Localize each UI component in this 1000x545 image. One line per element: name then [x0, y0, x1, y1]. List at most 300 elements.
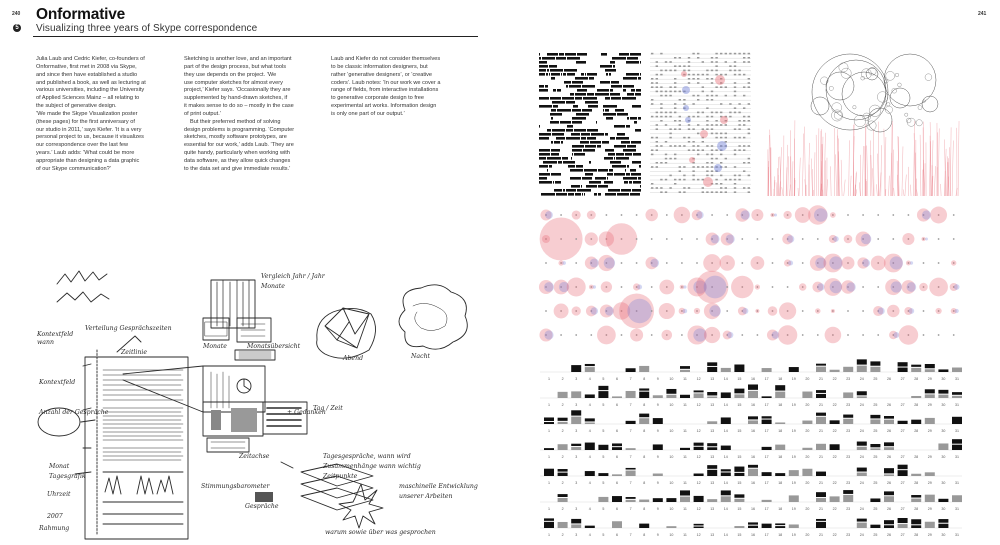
- day-label: 7: [629, 533, 632, 537]
- bubble-red: [768, 306, 778, 316]
- day-label: 15: [737, 377, 742, 381]
- day-bar: [802, 392, 812, 398]
- day-bar: [653, 498, 663, 502]
- barcode-segment: [627, 145, 636, 148]
- grid-tick: [702, 86, 704, 88]
- grid-tick: [665, 70, 667, 72]
- day-label: 9: [656, 429, 659, 433]
- barcode-segment: [589, 161, 591, 164]
- day-label: 31: [955, 507, 959, 511]
- barcode-segment: [539, 137, 549, 140]
- day-bar: [544, 448, 554, 450]
- barcode-segment: [567, 57, 580, 60]
- ring: [922, 96, 938, 112]
- grid-tick: [692, 128, 694, 130]
- barcode-segment: [589, 181, 601, 184]
- barcode-segment: [582, 85, 595, 88]
- spike-line: [905, 175, 906, 196]
- day-bar: [639, 418, 649, 424]
- wave-sketch-2: [57, 292, 109, 302]
- day-bar-stack: [898, 465, 908, 469]
- grid-tick: [748, 103, 750, 105]
- grid-tick: [725, 137, 727, 139]
- grid-tick: [674, 179, 676, 181]
- day-bar: [857, 523, 867, 528]
- grid-tick: [734, 137, 736, 139]
- grid-tick: [725, 133, 727, 135]
- day-label: 9: [656, 403, 659, 407]
- grid-tick: [656, 112, 658, 114]
- sketch-label: Gespräche: [245, 503, 279, 510]
- grid-tick: [743, 116, 745, 118]
- grid-dot: [621, 214, 623, 216]
- box-sketch-3: [235, 350, 275, 360]
- day-label: 14: [723, 403, 728, 407]
- day-bar: [680, 497, 690, 502]
- small-ring: [877, 92, 888, 103]
- bubble-blue: [955, 309, 959, 313]
- day-bar: [911, 420, 921, 424]
- grid-dot: [681, 262, 683, 264]
- day-bar-stack: [598, 386, 608, 390]
- day-bar: [721, 392, 731, 398]
- day-label: 26: [887, 481, 891, 485]
- day-bar: [707, 470, 717, 476]
- day-bar-stack: [938, 390, 948, 394]
- body-line: experimental art works. Information design: [331, 103, 437, 110]
- spike-line: [788, 156, 789, 196]
- barcode-segment: [635, 93, 641, 96]
- day-label: 22: [832, 507, 837, 511]
- day-label: 20: [805, 507, 810, 511]
- day-bar: [721, 446, 731, 450]
- spike-line: [841, 160, 842, 196]
- small-ring: [886, 71, 895, 80]
- day-label: 23: [846, 455, 851, 459]
- grid-tick: [660, 187, 662, 189]
- body-line: various universities, including the University: [36, 87, 145, 94]
- grid-tick: [683, 70, 685, 72]
- grid-tick: [711, 57, 713, 59]
- day-label: 1: [548, 481, 550, 485]
- bubble-blue: [683, 285, 686, 288]
- grid-tick: [665, 91, 667, 93]
- barcode-segment: [623, 177, 637, 180]
- bubble-red: [585, 232, 598, 245]
- day-label: 7: [629, 403, 632, 407]
- barcode-segment: [594, 193, 597, 196]
- day-label: 19: [791, 507, 796, 511]
- day-bar-stack: [585, 364, 595, 366]
- spike-line: [938, 128, 939, 196]
- page-title: Onformative: [36, 6, 126, 23]
- day-bar: [816, 394, 826, 398]
- day-bar-stack: [694, 443, 704, 446]
- day-bar-stack: [748, 522, 758, 524]
- grid-tick: [743, 61, 745, 63]
- day-bar: [884, 496, 894, 502]
- day-bar: [734, 499, 744, 502]
- day-label: 22: [832, 481, 837, 485]
- barcode-segment: [574, 129, 586, 132]
- grid-dot: [953, 334, 955, 336]
- barcode-segment: [564, 69, 577, 72]
- grid-tick: [669, 86, 671, 88]
- grid-tick: [729, 103, 731, 105]
- grid-tick: [711, 61, 713, 63]
- small-ring: [895, 73, 899, 77]
- barcode-segment: [539, 125, 540, 128]
- day-bar-stack: [857, 519, 867, 522]
- grid-tick: [706, 166, 708, 168]
- grid-dot: [741, 334, 743, 336]
- bubble-blue: [890, 256, 903, 269]
- grid-dot: [772, 286, 774, 288]
- bubble-blue: [562, 261, 566, 265]
- day-label: 27: [900, 429, 905, 433]
- day-label: 24: [859, 507, 864, 511]
- barcode-segment: [567, 73, 575, 76]
- barcode-segment: [551, 173, 561, 176]
- bubble-blue: [590, 258, 599, 267]
- bubble-red: [554, 304, 569, 319]
- grid-tick: [665, 154, 667, 156]
- grid-dot: [545, 310, 547, 312]
- grid-dot: [621, 262, 623, 264]
- day-bar: [598, 473, 608, 476]
- day-label: 21: [819, 377, 823, 381]
- day-bar: [816, 417, 826, 424]
- day-bar: [666, 526, 676, 528]
- body-line: to the data set and give immediate results.’: [184, 165, 291, 172]
- barcode-segment: [546, 73, 548, 76]
- day-bar: [694, 526, 704, 528]
- grid-tick: [656, 91, 658, 93]
- day-label: 19: [791, 533, 796, 537]
- barcode-segment: [545, 85, 548, 88]
- spike-line: [881, 145, 882, 196]
- day-label: 18: [778, 429, 783, 433]
- barcode-segment: [588, 105, 598, 108]
- barcode-segment: [640, 73, 641, 76]
- day-label: 19: [791, 455, 796, 459]
- day-label: 21: [819, 429, 823, 433]
- day-bar-stack: [748, 384, 758, 389]
- grid-tick: [711, 175, 713, 177]
- day-bar-stack: [680, 366, 690, 369]
- day-label: 14: [723, 481, 728, 485]
- shaded-box-2: [263, 402, 307, 434]
- day-bar: [612, 496, 622, 502]
- grid-tick: [715, 191, 717, 193]
- day-bar: [558, 473, 568, 476]
- day-bar-stack: [639, 414, 649, 418]
- day-bar: [626, 448, 636, 450]
- grid-tick: [734, 65, 736, 67]
- grid-tick: [743, 74, 745, 76]
- day-label: 31: [955, 481, 959, 485]
- day-bar: [653, 418, 663, 424]
- bubble-red: [887, 305, 900, 318]
- day-label: 22: [832, 377, 837, 381]
- barcode-segment: [601, 53, 607, 56]
- day-bar: [721, 472, 731, 476]
- day-bar: [938, 524, 948, 528]
- day-bar: [653, 395, 663, 398]
- day-bar-stack: [952, 439, 962, 444]
- day-bar-stack: [748, 416, 758, 419]
- barcode-segment: [561, 141, 563, 144]
- sketch-label: Zeitlinie: [121, 349, 148, 356]
- day-bar-stack: [734, 389, 744, 394]
- day-label: 16: [751, 403, 755, 407]
- small-ring: [887, 103, 891, 107]
- bubble-blue: [922, 210, 931, 219]
- grid-tick: [674, 65, 676, 67]
- bubble-red: [645, 209, 657, 221]
- day-bar: [952, 495, 962, 502]
- grid-tick: [665, 158, 667, 160]
- grid-tick: [688, 82, 690, 84]
- day-bar-stack: [898, 518, 908, 523]
- grid-tick: [734, 53, 736, 55]
- grid-tick: [743, 170, 745, 172]
- barcode-segment: [585, 145, 596, 148]
- barcode-segment: [563, 73, 566, 76]
- grid-tick: [651, 187, 653, 189]
- sketch-label: Monate: [203, 343, 227, 350]
- day-label: 24: [859, 455, 864, 459]
- day-label: 22: [832, 455, 837, 459]
- barcode-segment: [556, 57, 566, 60]
- barcode-segment: [605, 69, 616, 72]
- header-rule: [33, 36, 478, 37]
- day-bar-stack: [843, 415, 853, 418]
- barcode-segment: [539, 69, 546, 72]
- barcode-segment: [553, 89, 556, 92]
- day-label: 13: [710, 481, 715, 485]
- left-page-number: 240: [12, 11, 21, 17]
- grid-tick: [688, 57, 690, 59]
- day-bar: [925, 472, 935, 476]
- day-bar: [938, 395, 948, 398]
- grid-dot: [741, 238, 743, 240]
- body-line: rather ‘generative designers’, or ‘creative: [331, 71, 433, 78]
- grid-tick: [702, 141, 704, 143]
- grid-dot: [757, 238, 759, 240]
- day-label: 22: [832, 403, 837, 407]
- day-label: 26: [887, 455, 891, 459]
- day-bar-stack: [816, 519, 826, 521]
- barcode-segment: [539, 149, 550, 152]
- grid-dot: [772, 238, 774, 240]
- day-bar: [558, 498, 568, 502]
- day-bar-stack: [707, 362, 717, 366]
- barcode-segment: [610, 93, 620, 96]
- grid-tick: [711, 91, 713, 93]
- day-label: 12: [696, 533, 701, 537]
- day-label: 13: [710, 403, 715, 407]
- grid-tick: [669, 70, 671, 72]
- day-label: 7: [629, 377, 632, 381]
- sketch-label: Uhrzeit: [47, 491, 71, 498]
- day-bar-stack: [612, 443, 622, 446]
- grid-tick: [748, 53, 750, 55]
- small-ring: [905, 113, 908, 116]
- day-label: 3: [575, 403, 578, 407]
- day-label: 8: [643, 429, 646, 433]
- ring: [868, 108, 892, 132]
- barcode-segment: [640, 61, 641, 64]
- barcode-segment: [551, 117, 553, 120]
- grid-tick: [734, 175, 736, 177]
- bubble-blue: [545, 211, 553, 219]
- grid-tick: [706, 162, 708, 164]
- grid-dot: [877, 214, 879, 216]
- barcode-segment: [577, 53, 587, 56]
- barcode-segment: [568, 193, 574, 196]
- day-bar: [612, 396, 622, 398]
- bubble-blue: [711, 234, 720, 243]
- barcode-segment: [556, 193, 567, 196]
- day-bar: [775, 422, 785, 424]
- body-line: and published a book, as well as lecturing at: [36, 79, 146, 86]
- barcode-segment: [614, 157, 615, 160]
- grid-tick: [674, 86, 676, 88]
- grid-tick: [720, 124, 722, 126]
- grid-dot: [636, 214, 638, 216]
- day-bar: [762, 500, 772, 502]
- day-bar-stack: [952, 392, 962, 395]
- body-line: coders’. Laub notes: ‘In our work we cover a: [331, 79, 441, 86]
- day-bar: [775, 473, 785, 476]
- grid-tick: [734, 95, 736, 97]
- day-label: 23: [846, 507, 851, 511]
- grid-tick: [734, 61, 736, 63]
- day-bar: [762, 447, 772, 450]
- day-label: 25: [873, 429, 878, 433]
- barcode-segment: [547, 169, 548, 172]
- day-bar: [802, 469, 812, 476]
- barcode-segment: [572, 145, 584, 148]
- day-label: 16: [751, 377, 755, 381]
- day-bar: [612, 447, 622, 450]
- grid-tick: [715, 86, 717, 88]
- grid-tick: [692, 149, 694, 151]
- grid-tick: [734, 191, 736, 193]
- grid-dot: [666, 214, 668, 216]
- grid-dot: [681, 334, 683, 336]
- grid-tick: [711, 154, 713, 156]
- grid-dot: [681, 238, 683, 240]
- grid-dot: [711, 214, 713, 216]
- day-label: 23: [846, 481, 851, 485]
- grid-tick: [660, 91, 662, 93]
- barcode-segment: [570, 177, 581, 180]
- grid-tick: [748, 82, 750, 84]
- grid-tick: [683, 187, 685, 189]
- bubble-blue: [742, 308, 748, 314]
- day-label: 5: [602, 377, 605, 381]
- sketch-label: Abend: [343, 355, 364, 362]
- day-label: 8: [643, 481, 646, 485]
- day-label: 15: [737, 481, 742, 485]
- sketch-label: Zeitachse: [239, 453, 270, 460]
- grid-tick: [697, 145, 699, 147]
- grid-dot: [575, 334, 577, 336]
- grid-tick: [688, 70, 690, 72]
- grid-tick: [748, 162, 750, 164]
- barcode-segment: [558, 161, 562, 164]
- bubble-blue: [787, 235, 794, 242]
- grid-tick: [711, 78, 713, 80]
- grid-tick: [669, 95, 671, 97]
- grid-tick: [692, 175, 694, 177]
- spike-line: [947, 156, 948, 196]
- grid-tick: [715, 61, 717, 63]
- barcode-segment: [574, 153, 585, 156]
- spike-line: [889, 176, 890, 196]
- spike-line: [836, 154, 837, 196]
- grid-tick: [665, 162, 667, 164]
- body-line: they use depends on the project. ‘We: [184, 71, 277, 78]
- grid-dot: [696, 262, 698, 264]
- barcode-segment: [539, 157, 546, 160]
- day-label: 18: [778, 507, 783, 511]
- grid-dot: [666, 262, 668, 264]
- grid-tick: [656, 82, 658, 84]
- grid-tick: [725, 53, 727, 55]
- day-bar: [843, 419, 853, 424]
- day-bar: [585, 443, 595, 450]
- grid-tick: [679, 170, 681, 172]
- grid-tick: [729, 112, 731, 114]
- day-bar-stack: [857, 468, 867, 472]
- barcode-segment: [598, 169, 608, 172]
- day-bar-stack: [911, 365, 921, 367]
- bubble-red: [919, 283, 928, 292]
- day-label: 30: [941, 429, 946, 433]
- day-label: 28: [914, 403, 919, 407]
- spike-line: [941, 184, 942, 196]
- grid-tick: [683, 175, 685, 177]
- day-label: 17: [764, 377, 769, 381]
- grid-tick: [702, 191, 704, 193]
- grid-tick: [665, 141, 667, 143]
- grid-tick: [738, 145, 740, 147]
- day-bar-stack: [898, 362, 908, 366]
- day-label: 31: [955, 403, 959, 407]
- spike-line: [816, 135, 817, 196]
- bubble-red: [921, 237, 925, 241]
- day-bar: [870, 525, 880, 528]
- day-bar: [775, 526, 785, 528]
- day-label: 10: [669, 533, 674, 537]
- grid-tick: [660, 120, 662, 122]
- barcode-segment: [623, 89, 626, 92]
- day-bar-stack: [816, 492, 826, 497]
- grid-tick: [679, 65, 681, 67]
- bubble-red: [815, 308, 820, 313]
- barcode-segment: [581, 137, 586, 140]
- day-bar: [857, 473, 867, 476]
- day-label: 25: [873, 403, 878, 407]
- day-bar: [898, 470, 908, 476]
- grid-dot: [560, 334, 562, 336]
- small-ring: [868, 67, 876, 75]
- body-line: (these pages) for the first anniversary of: [36, 118, 135, 125]
- grid-tick: [738, 74, 740, 76]
